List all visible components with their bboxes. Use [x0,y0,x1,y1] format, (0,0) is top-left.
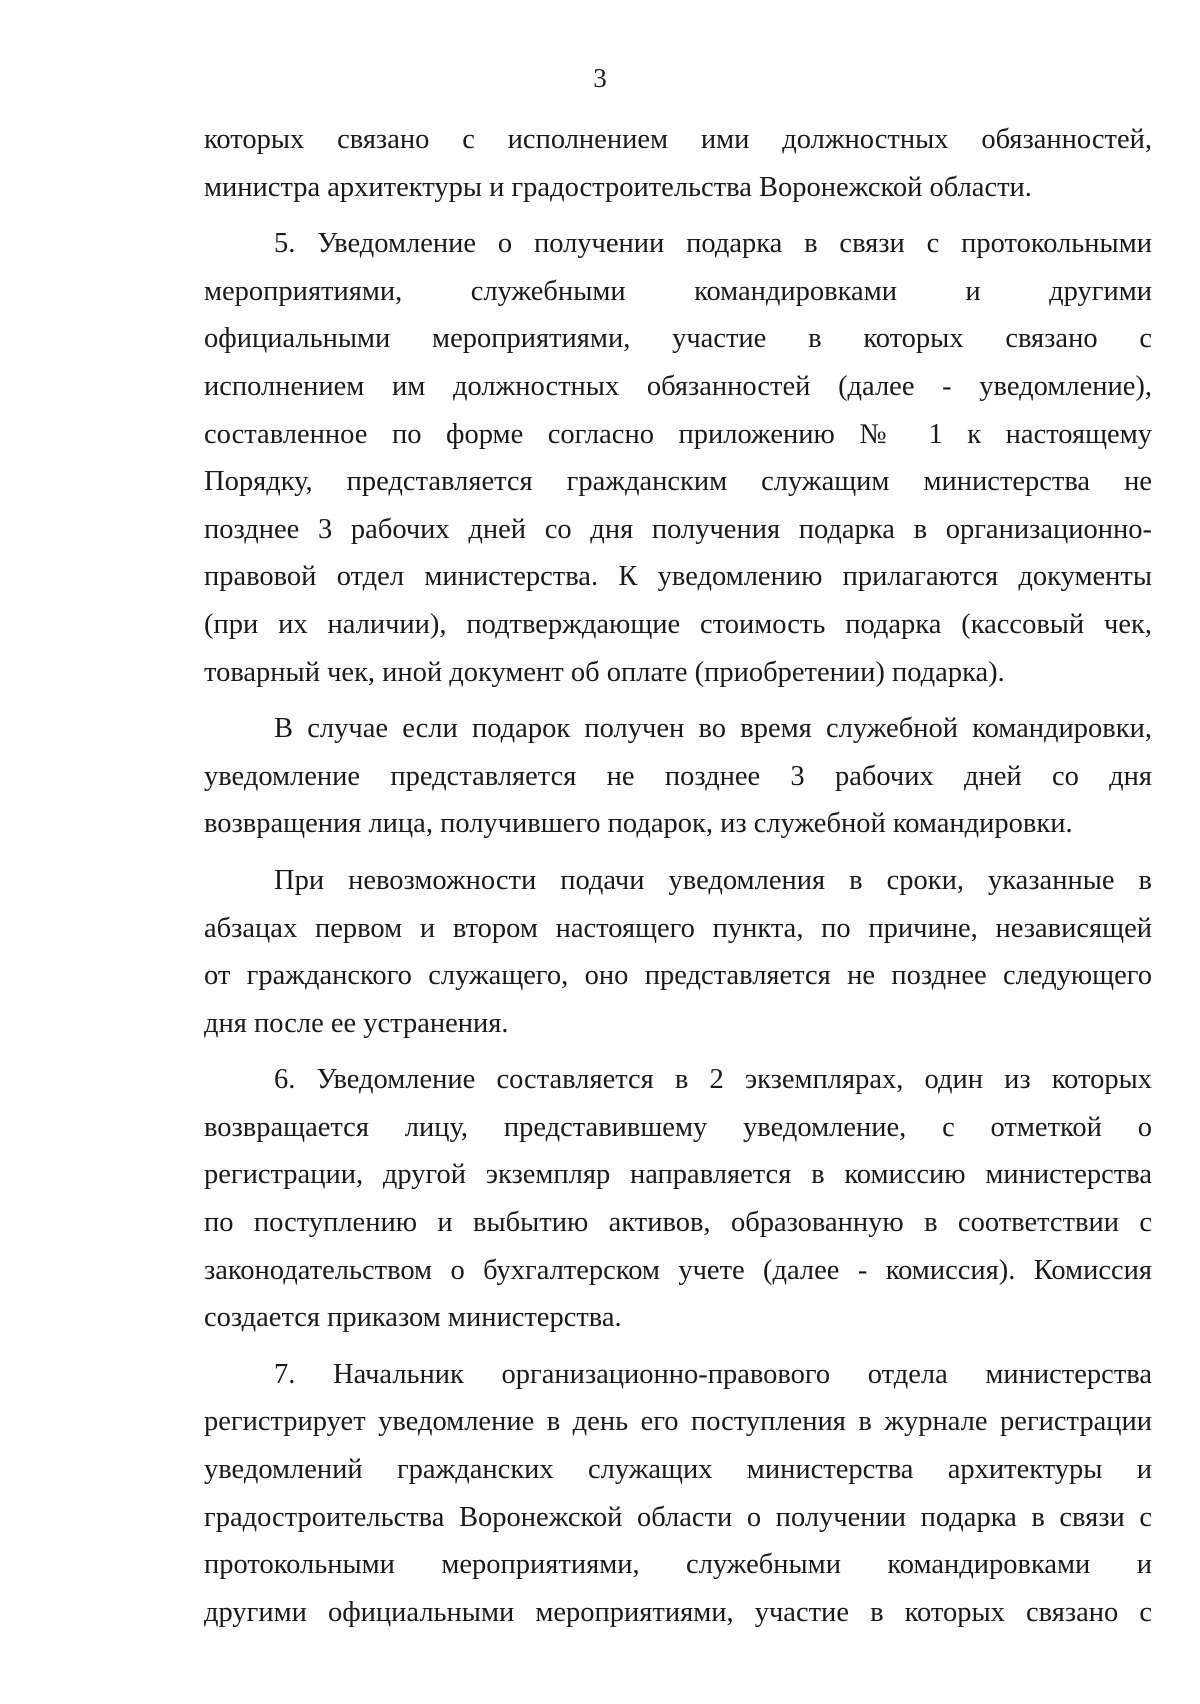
text-line: возвращения лица, получившего подарок, из служебной командировки. [204,808,1073,840]
text-line: регистрации, другой экземпляр направляется в комиссию министерства [204,1159,1152,1191]
paragraph-first-line: 5. Уведомление о получении подарка в связи с протокольными [274,228,1152,260]
text-line: законодательством о бухгалтерском учете (далее - комиссия). Комиссия [204,1254,1152,1286]
text-line: министра архитектуры и градостроительства Воронежской области. [204,171,1032,203]
text-line: уведомлений гражданских служащих министерства архитектуры и [204,1454,1152,1486]
text-line: которых связано с исполнением ими должностных обязанностей, [204,124,1152,155]
text-line: регистрирует уведомление в день его поступления в журнале регистрации [204,1406,1152,1438]
text-line: товарный чек, иной документ об оплате (приобретении) подарка). [204,656,1005,688]
text-line: составленное по форме согласно приложению № 1 к настоящему [204,418,1152,450]
text-line: исполнением им должностных обязанностей (далее - уведомление), [204,370,1152,402]
paragraph-first-line: При невозможности подачи уведомления в сроки, указанные в [274,864,1152,896]
text-line: Порядку, представляется гражданским служащим министерства не [204,466,1152,498]
text-line: протокольными мероприятиями, служебными командировками и [204,1549,1152,1581]
paragraph-gap [204,1047,1152,1056]
paragraph-first-line: 6. Уведомление составляется в 2 экземплярах, один из которых [274,1064,1152,1096]
text-line: мероприятиями, служебными командировками и другими [204,275,1152,307]
text-line: уведомление представляется не позднее 3 рабочих дней со дня [204,760,1152,792]
text-line: возвращается лицу, представившему уведомление, с отметкой о [204,1111,1152,1143]
paragraph-gap [204,211,1152,220]
text-line: (при их наличии), подтверждающие стоимость подарка (кассовый чек, [204,608,1152,640]
text-line: другими официальными мероприятиями, участие в которых связано с [204,1596,1152,1628]
paragraph-gap [204,848,1152,857]
document-body [204,116,1152,1636]
text-line: абзацах первом и втором настоящего пункта, по причине, независящей [204,912,1152,944]
paragraph-first-line: В случае если подарок получен во время служебной командировки, [274,713,1152,745]
text-line: правовой отдел министерства. К уведомлению прилагаются документы [204,561,1152,593]
paragraph-gap [204,1342,1152,1351]
text-line: дня после ее устранения. [204,1007,509,1039]
text-line: официальными мероприятиями, участие в которых связано с [204,323,1152,355]
text-line: по поступлению и выбытию активов, образованную в соответствии с [204,1207,1152,1239]
text-line: от гражданского служащего, оно представляется не позднее следующего [204,960,1152,992]
text-line: позднее 3 рабочих дней со дня получения подарка в организационно- [204,513,1152,545]
page-number: 3 [593,63,607,93]
paragraph-first-line: 7. Начальник организационно-правового отдела министерства [274,1358,1152,1390]
text-line: градостроительства Воронежской области о получении подарка в связи с [204,1501,1152,1533]
text-line: создается приказом министерства. [204,1302,622,1334]
paragraph-gap [204,696,1152,705]
